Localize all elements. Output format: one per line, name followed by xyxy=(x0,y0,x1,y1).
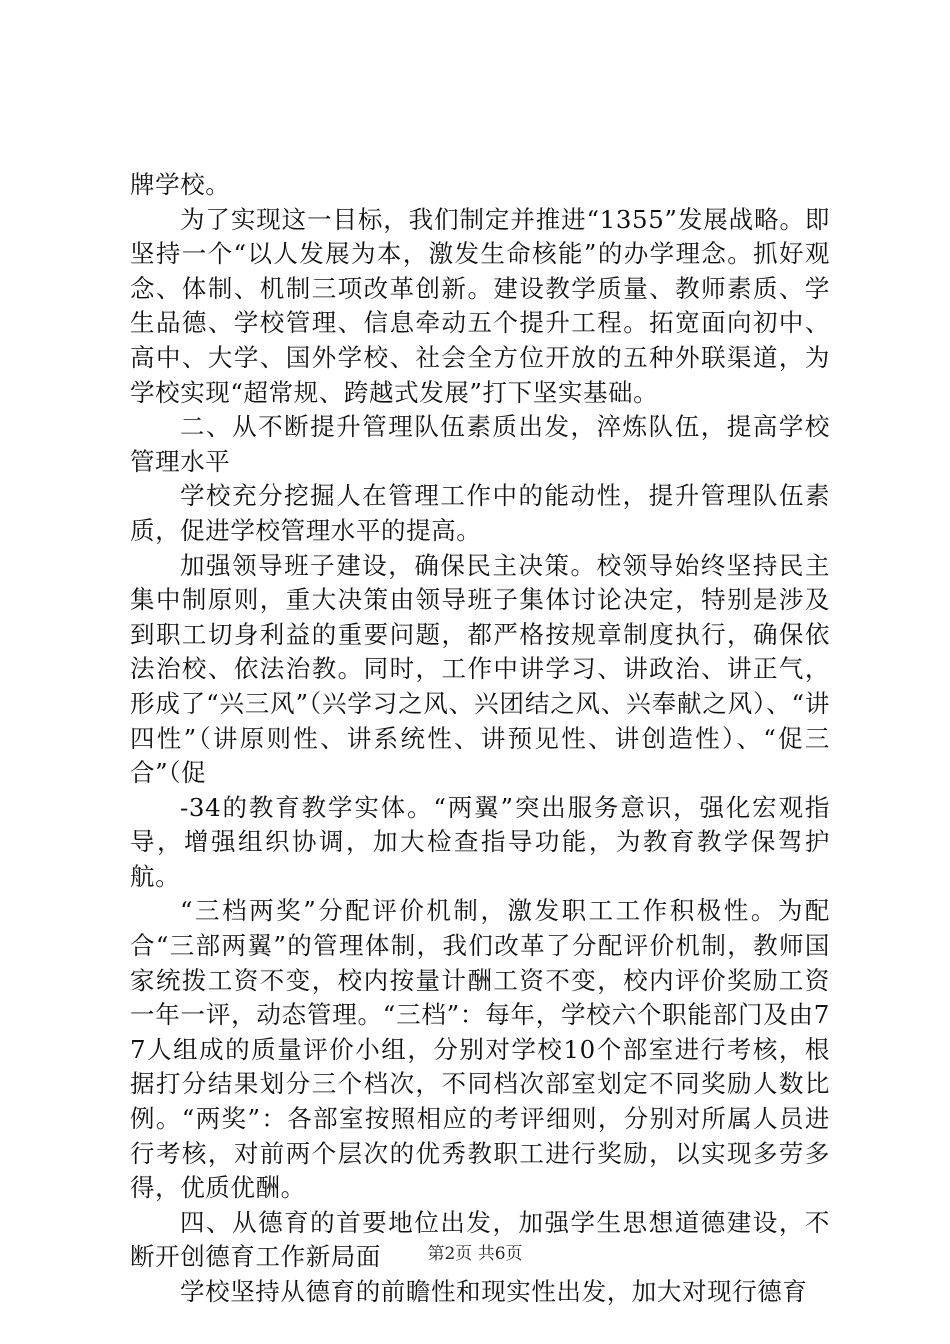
paragraph-6: “三档两奖”分配评价机制，激发职工工作积极性。为配合“三部两翼”的管理体制，我们改革了分配评价机制，教师国家统拨工资不变，校内按量计酬工资不变，校内评价奖励工资一年一评，动态管理。“三档”：每年，学校六个职能部门及由77人组成的质量评价小组，分别对学校10个部室进行考核，根据打分结果划分三个档次，不同档次部室划定不同奖励人数比例。“两奖”：各部室按照相应的考评细则，分别对所属人员进行考核，对前两个层次的优秀教职工进行奖励，以实现多劳多得，优质优酬。 xyxy=(130,896,830,1203)
paragraph-7: 学校坚持从德育的前瞻性和现实性出发，加大对现行德育 xyxy=(180,1277,808,1306)
page-footer: 第2页 共6页 xyxy=(427,1244,523,1264)
paragraph-1: 牌学校。 xyxy=(130,170,231,199)
document-body xyxy=(130,168,830,1310)
paragraph-5: -34的教育教学实体。“两翼”突出服务意识，强化宏观指导，增强组织协调，加大检查指导功能，为教育教学保驾护航。 xyxy=(130,792,830,891)
paragraph-2: 为了实现这一目标，我们制定并推进“1355”发展战略。即坚持一个“以人发展为本，激发生命核能”的办学理念。抓好观念、体制、机制三项改革创新。建设教学质量、教师素质、学生品德、学校管理、信息牵动五个提升工程。拓宽面向初中、高中、大学、国外学校、社会全方位开放的五种外联渠道，为学校实现“超常规、跨越式发展”打下坚实基础。 xyxy=(130,204,830,407)
paragraph-4: 加强领导班子建设，确保民主决策。校领导始终坚持民主集中制原则，重大决策由领导班子集体讨论决定，特别是涉及到职工切身利益的重要问题，都严格按规章制度执行，确保依法治校、依法治教。同时，工作中讲学习、讲政治、讲正气，形成了“兴三风”（兴学习之风、兴团结之风、兴奉献之风）、“讲四性”（讲原则性、讲系统性、讲预见性、讲创造性）、“促三合”（促 xyxy=(130,550,830,788)
section-heading-4: 四、从德育的首要地位出发，加强学生思想道德建设，不断开创德育工作新局面 xyxy=(130,1207,830,1272)
paragraph-3: 学校充分挖掘人在管理工作中的能动性，提升管理队伍素质，促进学校管理水平的提高。 xyxy=(130,481,830,545)
section-heading-2: 二、从不断提升管理队伍素质出发，淬炼队伍，提高学校管理水平 xyxy=(130,412,830,476)
